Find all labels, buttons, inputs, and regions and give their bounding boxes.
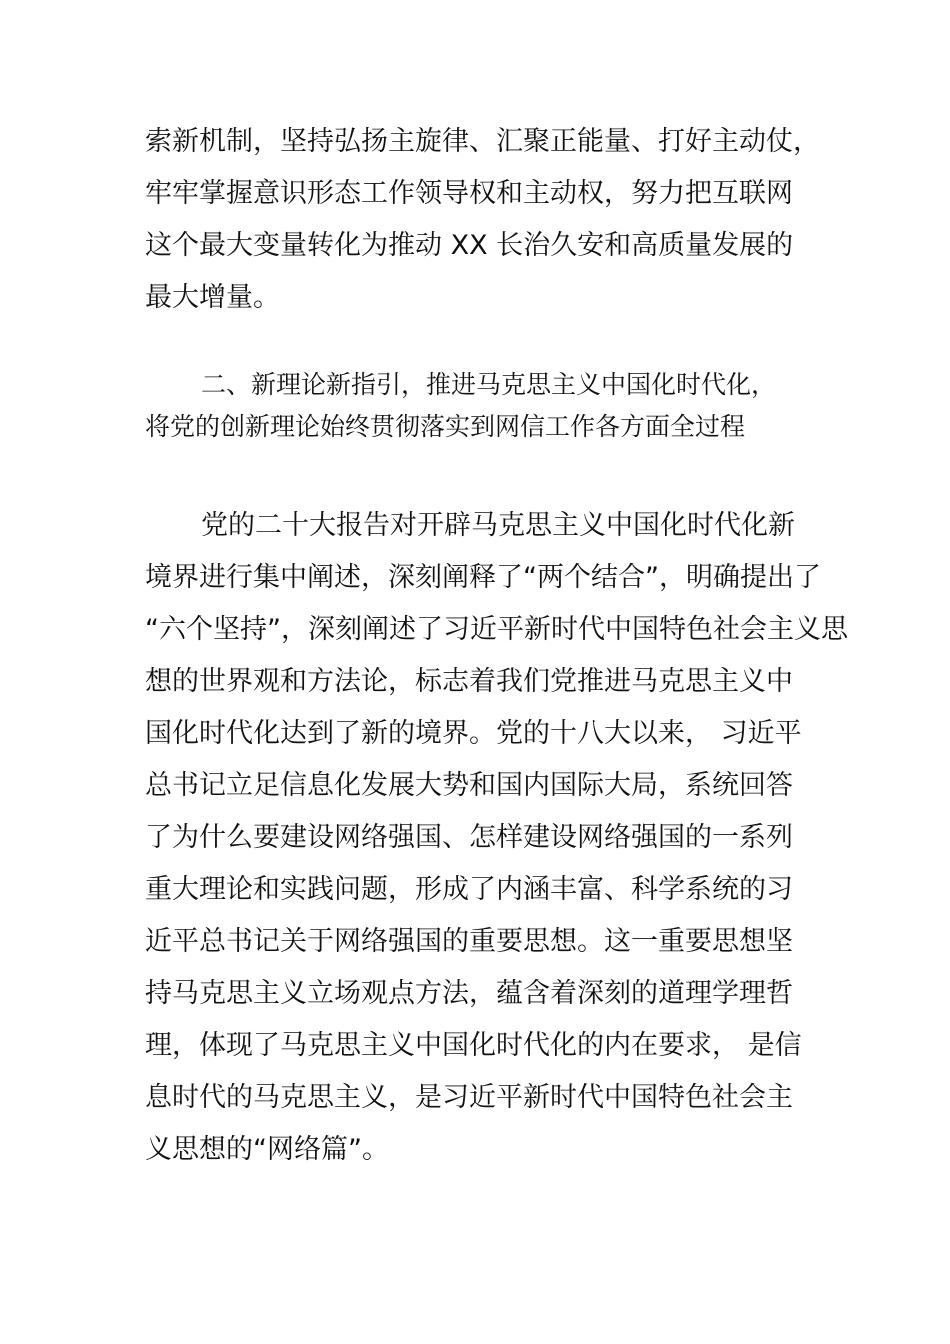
heading-line: 将党的创新理论始终贯彻落实到网信工作各方面全过程 <box>145 412 746 441</box>
section-heading <box>145 364 825 448</box>
text-line: 近平总书记关于网络强国的重要思想。这一重要思想坚 <box>145 926 793 957</box>
text-line: 总书记立足信息化发展大势和国内国际大局，系统回答 <box>145 770 793 801</box>
text-line: 息时代的马克思主义，是习近平新时代中国特色社会主 <box>145 1082 793 1113</box>
text-line: 重大理论和实践问题，形成了内涵丰富、科学系统的习 <box>145 874 793 905</box>
text-line: 想的世界观和方法论，标志着我们党推进马克思主义中 <box>145 666 793 697</box>
text-line: 最大增量。 <box>145 282 280 313</box>
text-line: 党的二十大报告对开辟马克思主义中国化时代化新 <box>201 510 795 541</box>
text-line: 境界进行集中阐述，深刻阐释了“两个结合”，明确提出了 <box>145 562 821 593</box>
text-line: 牢牢掌握意识形态工作领导权和主动权，努力把互联网 <box>145 178 793 209</box>
text-line: “六个坚持”，深刻阐述了习近平新时代中国特色社会主义思 <box>145 614 848 645</box>
text-line: 义思想的“网络篇”。 <box>145 1134 389 1165</box>
text-line: 索新机制，坚持弘扬主旋律、汇聚正能量、打好主动仗， <box>145 126 820 157</box>
heading-line: 二、新理论新指引，推进马克思主义中国化时代化， <box>201 370 777 399</box>
paragraph-body <box>145 500 848 1176</box>
text-line: 持马克思主义立场观点方法，蕴含着深刻的道理学理哲 <box>145 978 793 1009</box>
text-line: 国化时代化达到了新的境界。党的十八大以来， 习近平 <box>145 718 802 749</box>
text-line: 理，体现了马克思主义中国化时代化的内在要求， 是信 <box>145 1030 802 1061</box>
text-line: 这个最大变量转化为推动 XX 长治久安和高质量发展的 <box>145 230 794 261</box>
text-line: 了为什么要建设网络强国、怎样建设网络强国的一系列 <box>145 822 793 853</box>
paragraph-continued <box>145 116 825 324</box>
